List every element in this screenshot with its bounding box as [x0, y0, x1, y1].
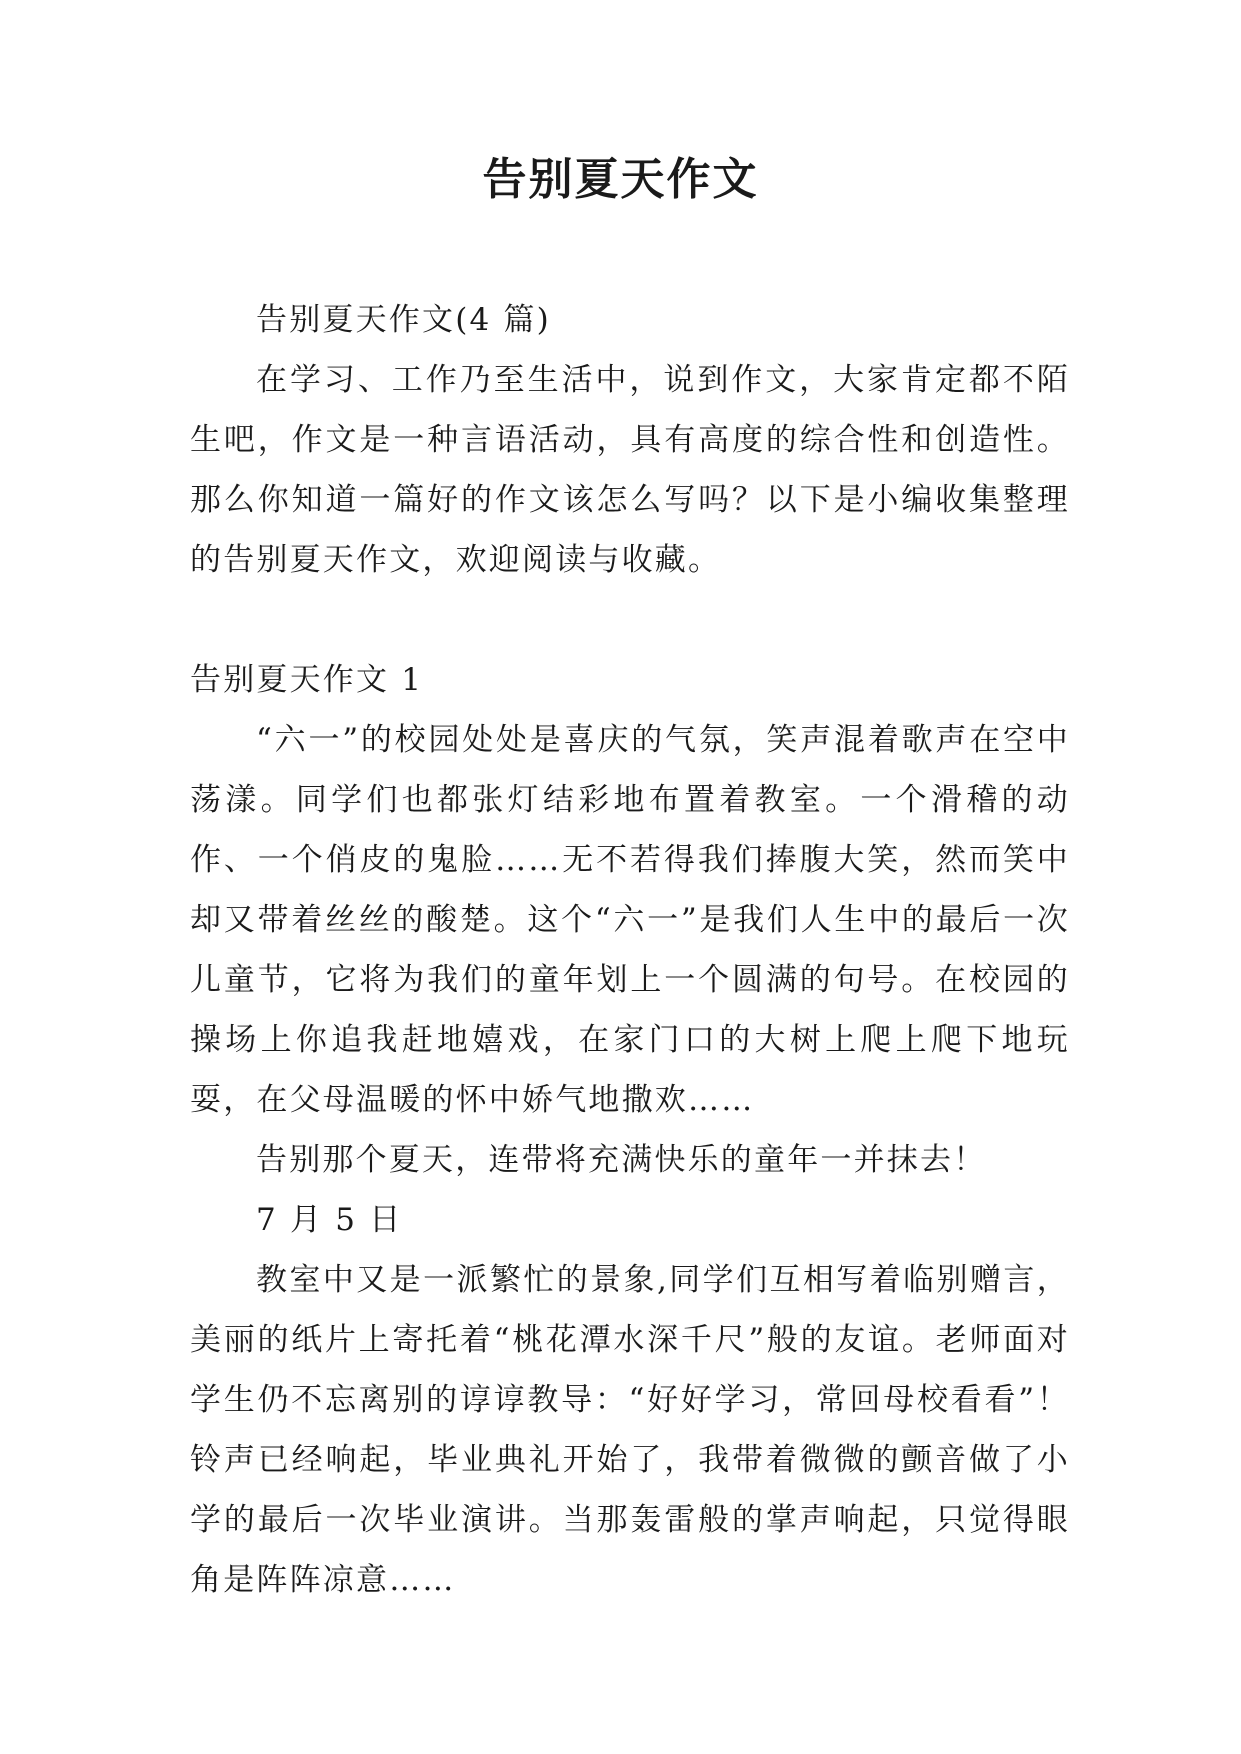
- date-line: 7 月 5 日: [256, 1202, 403, 1238]
- document-title: 告别夏天作文: [482, 154, 759, 205]
- document-body: [190, 290, 1070, 1610]
- body-paragraph: 教室中又是一派繁忙的景象,同学们互相写着临别赠言，美丽的纸片上寄托着“桃花潭水深千尺”般的友谊。老师面对学生仍不忘离别的谆谆教导：“好好学习，常回母校看看”！铃声已经响起，毕业典礼开始了，我带着微微的颤音做了小学的最后一次毕业演讲。当那轰雷般的掌声响起，只觉得眼角是阵阵凉意……: [190, 1262, 1070, 1598]
- section-heading: 告别夏天作文 1: [190, 662, 424, 698]
- section-gap: [190, 590, 1070, 650]
- body-paragraph: “六一”的校园处处是喜庆的气氛，笑声混着歌声在空中荡漾。同学们也都张灯结彩地布置着教室。一个滑稽的动作、一个俏皮的鬼脸……无不若得我们捧腹大笑，然而笑中却又带着丝丝的酸楚。这个“六一”是我们人生中的最后一次儿童节，它将为我们的童年划上一个圆满的句号。在校园的操场上你追我赶地嬉戏，在家门口的大树上爬上爬下地玩耍，在父母温暖的怀中娇气地撒欢……: [190, 722, 1070, 1118]
- intro-paragraph: 在学习、工作乃至生活中，说到作文，大家肯定都不陌生吧，作文是一种言语活动，具有高度的综合性和创造性。那么你知道一篇好的作文该怎么写吗？以下是小编收集整理的告别夏天作文，欢迎阅读与收藏。: [190, 362, 1070, 578]
- document-subtitle: 告别夏天作文(4 篇): [256, 302, 551, 338]
- body-paragraph: 告别那个夏天，连带将充满快乐的童年一并抹去！: [256, 1142, 987, 1178]
